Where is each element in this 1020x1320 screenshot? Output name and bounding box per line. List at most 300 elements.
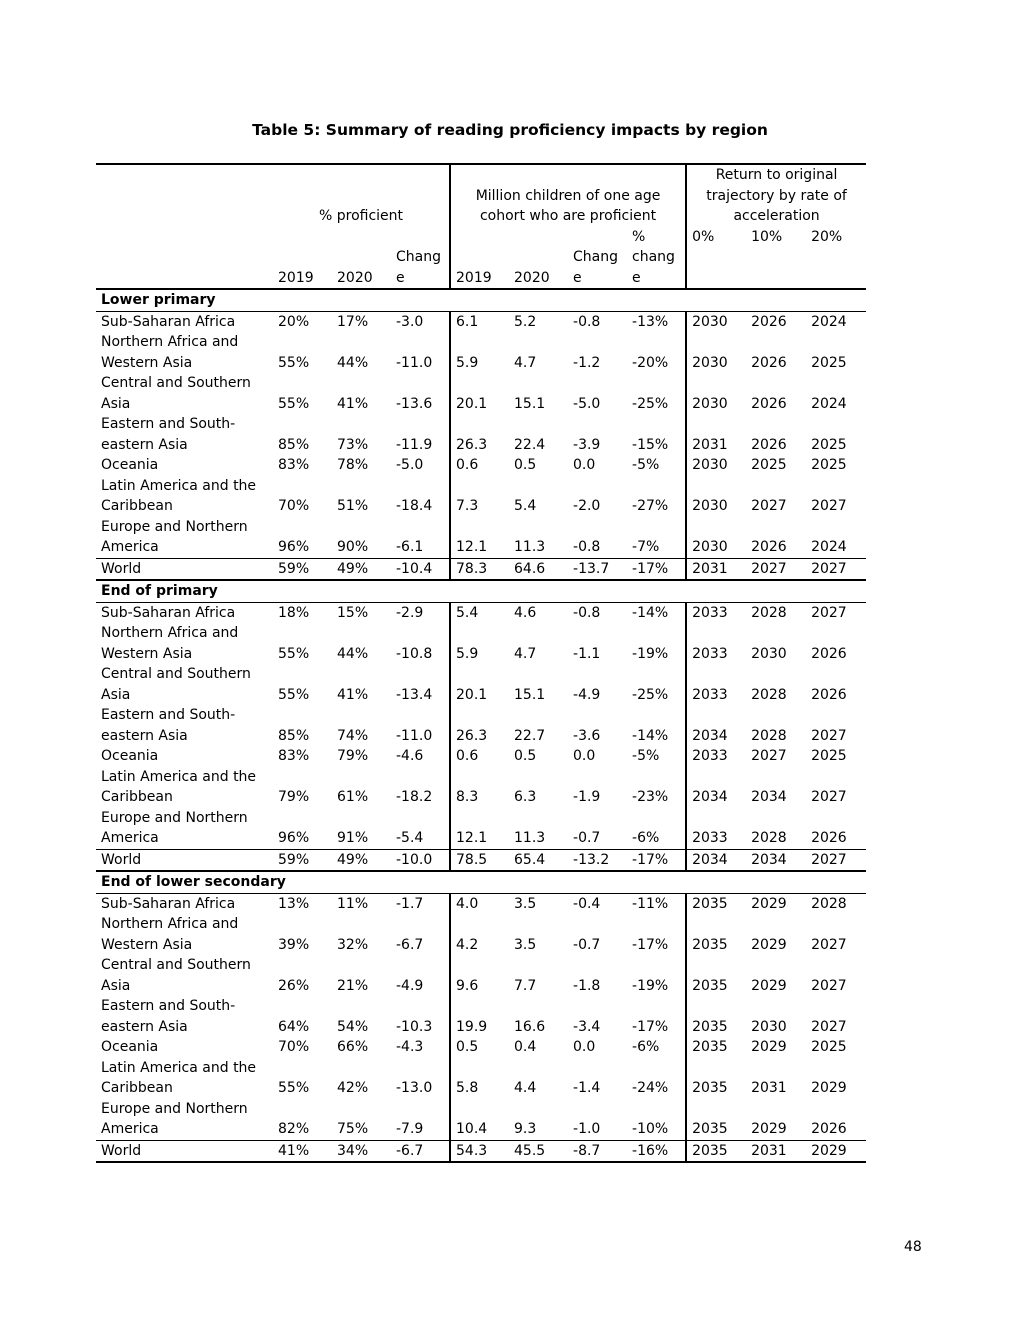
header-blank <box>96 227 273 290</box>
pct-2020: 11% <box>337 895 369 912</box>
section-label: Lower primary <box>96 289 866 311</box>
pct-2020: 73% <box>337 436 369 453</box>
mil-2020: 7.7 <box>514 977 537 994</box>
mil-change: -3.6 <box>573 727 601 744</box>
pct-2019: 79% <box>278 789 310 805</box>
header-percent-change: % chang e <box>627 227 686 290</box>
pct-2020: 17% <box>337 313 369 330</box>
mil-change: -4.9 <box>573 686 601 703</box>
mil-2019: 20.1 <box>450 664 509 705</box>
region-name: Europe and Northern America <box>101 809 248 846</box>
mil-change: -13.2 <box>568 849 627 871</box>
year-rate-20: 2026 <box>811 830 847 846</box>
region-name: Sub-Saharan Africa <box>101 895 236 912</box>
table-row <box>96 623 866 664</box>
mil-change: -0.8 <box>573 313 601 330</box>
pct-change: -10.0 <box>391 849 450 871</box>
table-row <box>96 705 866 746</box>
mil-change: -3.4 <box>573 1018 601 1035</box>
pct-change: -10.3 <box>396 1018 433 1035</box>
pct-change: -13.0 <box>396 1080 433 1096</box>
mil-2019: 0.5 <box>450 1037 509 1058</box>
pct-2019: 55% <box>278 686 310 703</box>
year-rate-0: 2034 <box>686 849 746 871</box>
year-rate-20: 2029 <box>806 1140 866 1162</box>
section-label: End of primary <box>96 580 866 602</box>
region-name: Eastern and South-eastern Asia <box>101 707 236 744</box>
year-rate-20: 2025 <box>811 354 847 371</box>
pct-2020: 54% <box>337 1018 369 1035</box>
header-million-children: Million children of one age cohort who are proficient <box>450 164 686 227</box>
mil-change: -1.9 <box>573 789 601 805</box>
pct-change: -10.4 <box>391 558 450 580</box>
table-row <box>96 517 866 559</box>
pct-change: -5.0 <box>396 457 424 473</box>
mil-2019: 9.6 <box>450 955 509 996</box>
table-row <box>96 414 866 455</box>
table-row <box>96 746 866 767</box>
year-rate-20: 2026 <box>811 686 847 703</box>
mil-2020: 22.4 <box>514 436 546 453</box>
mil-2019: 5.8 <box>450 1058 509 1099</box>
pct-2019: 39% <box>278 936 310 953</box>
year-rate-0: 2035 <box>686 955 746 996</box>
year-rate-10: 2028 <box>751 830 787 846</box>
year-rate-10: 2028 <box>751 604 787 621</box>
year-rate-10: 2034 <box>751 789 787 805</box>
mil-pct-change: -5% <box>632 748 660 764</box>
region-name: Europe and Northern America <box>101 518 248 555</box>
pct-change: -4.9 <box>396 977 424 994</box>
mil-change: -3.9 <box>573 436 601 453</box>
pct-2020: 78% <box>337 457 369 473</box>
year-rate-10: 2029 <box>751 936 787 953</box>
year-rate-20: 2029 <box>811 1080 847 1096</box>
year-rate-0: 2035 <box>686 996 746 1037</box>
header-rate-0: 0% <box>686 227 746 290</box>
region-name: Central and Southern Asia <box>101 666 251 703</box>
year-rate-20: 2028 <box>811 895 847 912</box>
mil-2020: 0.5 <box>514 748 537 764</box>
region-name: World <box>96 558 273 580</box>
mil-2019: 12.1 <box>450 517 509 559</box>
pct-change: -5.4 <box>396 830 424 846</box>
year-rate-10: 2034 <box>746 849 806 871</box>
section-header-row <box>96 289 866 311</box>
mil-2019: 4.0 <box>450 893 509 914</box>
pct-change: -6.1 <box>396 539 424 555</box>
year-rate-10: 2028 <box>751 727 787 744</box>
year-rate-20: 2025 <box>811 457 847 473</box>
mil-change: 0.0 <box>573 748 596 764</box>
mil-pct-change: -10% <box>632 1121 669 1137</box>
year-rate-20: 2026 <box>811 1121 847 1137</box>
mil-2019: 10.4 <box>450 1099 509 1141</box>
pct-2019: 85% <box>278 436 310 453</box>
pct-change: -11.0 <box>396 727 433 744</box>
header-2019: 2019 <box>273 227 332 290</box>
region-name: Eastern and South-eastern Asia <box>101 416 236 453</box>
mil-change: -0.7 <box>573 830 601 846</box>
region-name: Central and Southern Asia <box>101 375 251 412</box>
pct-change: -4.3 <box>396 1039 424 1055</box>
table-row <box>96 455 866 476</box>
mil-2019: 20.1 <box>450 373 509 414</box>
mil-pct-change: -27% <box>632 498 669 514</box>
mil-pct-change: -6% <box>632 1039 660 1055</box>
header-2020: 2020 <box>332 227 391 290</box>
year-rate-0: 2030 <box>686 373 746 414</box>
pct-change: -18.2 <box>396 789 433 805</box>
year-rate-0: 2030 <box>686 455 746 476</box>
mil-2020: 3.5 <box>514 895 537 912</box>
region-name: Eastern and South-eastern Asia <box>101 998 236 1035</box>
year-rate-0: 2030 <box>686 311 746 332</box>
header-row-sub <box>96 227 866 290</box>
pct-2019: 55% <box>278 354 310 371</box>
header-percent-proficient: % proficient <box>273 164 450 227</box>
year-rate-20: 2024 <box>811 313 847 330</box>
mil-2020: 11.3 <box>514 539 546 555</box>
year-rate-10: 2026 <box>751 354 787 371</box>
pct-2019: 55% <box>278 1080 310 1096</box>
region-name: Latin America and the Caribbean <box>101 1059 257 1096</box>
pct-2020: 41% <box>337 686 369 703</box>
pct-2019: 26% <box>278 977 310 994</box>
world-row <box>96 1140 866 1162</box>
table-row <box>96 893 866 914</box>
pct-change: -4.6 <box>396 748 424 764</box>
year-rate-20: 2027 <box>811 727 847 744</box>
header-change: Chang e <box>391 227 450 290</box>
mil-2020: 15.1 <box>514 686 546 703</box>
year-rate-0: 2033 <box>686 808 746 850</box>
mil-2020: 4.7 <box>514 645 537 662</box>
mil-change: -2.0 <box>573 498 601 514</box>
section-header-row <box>96 580 866 602</box>
year-rate-0: 2031 <box>686 414 746 455</box>
year-rate-20: 2027 <box>811 977 847 994</box>
mil-pct-change: -19% <box>632 645 669 662</box>
header-change: Chang e <box>568 227 627 290</box>
pct-2020: 44% <box>337 354 369 371</box>
mil-pct-change: -7% <box>632 539 660 555</box>
mil-change: 0.0 <box>573 1039 596 1055</box>
mil-change: -8.7 <box>568 1140 627 1162</box>
region-name: Oceania <box>101 1039 159 1055</box>
mil-pct-change: -20% <box>632 354 669 371</box>
mil-2019: 26.3 <box>450 705 509 746</box>
pct-2020: 90% <box>337 539 369 555</box>
table-row <box>96 664 866 705</box>
year-rate-10: 2027 <box>751 498 787 514</box>
mil-2019: 54.3 <box>450 1140 509 1162</box>
year-rate-10: 2031 <box>746 1140 806 1162</box>
year-rate-10: 2026 <box>751 436 787 453</box>
pct-change: -7.9 <box>396 1121 424 1137</box>
region-name: Latin America and the Caribbean <box>101 768 257 805</box>
mil-change: 0.0 <box>573 457 596 473</box>
section-header-row <box>96 871 866 893</box>
year-rate-10: 2029 <box>751 1039 787 1055</box>
mil-2020: 11.3 <box>514 830 546 846</box>
pct-2020: 51% <box>337 498 369 514</box>
pct-2019: 20% <box>278 313 310 330</box>
mil-2019: 8.3 <box>450 767 509 808</box>
mil-2019: 0.6 <box>450 455 509 476</box>
mil-change: -1.4 <box>573 1080 601 1096</box>
mil-pct-change: -24% <box>632 1080 669 1096</box>
year-rate-0: 2030 <box>686 476 746 517</box>
mil-2019: 12.1 <box>450 808 509 850</box>
mil-2019: 78.5 <box>450 849 509 871</box>
mil-2019: 7.3 <box>450 476 509 517</box>
mil-pct-change: -5% <box>632 457 660 473</box>
year-rate-20: 2027 <box>811 604 847 621</box>
year-rate-0: 2033 <box>686 623 746 664</box>
section-label: End of lower secondary <box>96 871 866 893</box>
pct-2020: 74% <box>337 727 369 744</box>
mil-2020: 45.5 <box>509 1140 568 1162</box>
pct-2019: 18% <box>278 604 310 621</box>
mil-2019: 0.6 <box>450 746 509 767</box>
pct-2020: 42% <box>337 1080 369 1096</box>
mil-2020: 15.1 <box>514 395 546 412</box>
pct-2019: 55% <box>278 645 310 662</box>
summary-table <box>96 163 866 1163</box>
year-rate-10: 2026 <box>751 539 787 555</box>
mil-2019: 5.9 <box>450 623 509 664</box>
world-row <box>96 558 866 580</box>
pct-change: -13.4 <box>396 686 433 703</box>
mil-pct-change: -17% <box>627 558 686 580</box>
region-name: Northern Africa and Western Asia <box>101 625 239 662</box>
year-rate-0: 2033 <box>686 602 746 623</box>
mil-pct-change: -6% <box>632 830 660 846</box>
mil-pct-change: -17% <box>632 1018 669 1035</box>
mil-pct-change: -16% <box>627 1140 686 1162</box>
mil-2020: 0.4 <box>514 1039 537 1055</box>
pct-2020: 61% <box>337 789 369 805</box>
header-rate-20: 20% <box>806 227 866 290</box>
pct-2020: 32% <box>337 936 369 953</box>
table-row <box>96 1037 866 1058</box>
mil-pct-change: -17% <box>632 936 669 953</box>
mil-pct-change: -11% <box>632 895 669 912</box>
pct-change: -2.9 <box>396 604 424 621</box>
pct-2020: 66% <box>337 1039 369 1055</box>
mil-pct-change: -17% <box>627 849 686 871</box>
pct-change: -6.7 <box>391 1140 450 1162</box>
year-rate-0: 2035 <box>686 893 746 914</box>
mil-2019: 26.3 <box>450 414 509 455</box>
region-name: Latin America and the Caribbean <box>101 477 257 514</box>
mil-2020: 16.6 <box>514 1018 546 1035</box>
pct-2019: 96% <box>278 539 310 555</box>
mil-change: -1.1 <box>573 645 601 662</box>
pct-2019: 59% <box>273 558 332 580</box>
mil-2020: 4.7 <box>514 354 537 371</box>
page-title: Table 5: Summary of reading proficiency impacts by region <box>252 121 768 139</box>
pct-change: -11.0 <box>396 354 433 371</box>
year-rate-10: 2029 <box>751 895 787 912</box>
region-name: Oceania <box>101 457 159 473</box>
pct-2020: 75% <box>337 1121 369 1137</box>
mil-2020: 9.3 <box>514 1121 537 1137</box>
mil-change: -1.2 <box>573 354 601 371</box>
world-row <box>96 849 866 871</box>
mil-change: -0.7 <box>573 936 601 953</box>
year-rate-20: 2027 <box>811 1018 847 1035</box>
table-row <box>96 767 866 808</box>
mil-change: -0.8 <box>573 539 601 555</box>
mil-2019: 6.1 <box>450 311 509 332</box>
table-row <box>96 955 866 996</box>
pct-2019: 96% <box>278 830 310 846</box>
year-rate-0: 2033 <box>686 746 746 767</box>
year-rate-20: 2027 <box>811 789 847 805</box>
year-rate-0: 2035 <box>686 1058 746 1099</box>
mil-2020: 64.6 <box>509 558 568 580</box>
pct-change: -13.6 <box>396 395 433 412</box>
year-rate-0: 2034 <box>686 767 746 808</box>
year-rate-20: 2025 <box>811 748 847 764</box>
table-row <box>96 996 866 1037</box>
page-number: 48 <box>904 1239 922 1255</box>
year-rate-20: 2026 <box>811 645 847 662</box>
mil-2019: 78.3 <box>450 558 509 580</box>
header-return-trajectory: Return to original trajectory by rate of acceleration <box>686 164 866 227</box>
pct-change: -6.7 <box>396 936 424 953</box>
year-rate-10: 2027 <box>746 558 806 580</box>
mil-2019: 5.9 <box>450 332 509 373</box>
year-rate-0: 2035 <box>686 1140 746 1162</box>
mil-change: -0.4 <box>573 895 601 912</box>
table-row <box>96 1099 866 1141</box>
year-rate-10: 2026 <box>751 395 787 412</box>
mil-change: -13.7 <box>568 558 627 580</box>
mil-pct-change: -19% <box>632 977 669 994</box>
pct-2020: 49% <box>332 849 391 871</box>
pct-2019: 13% <box>278 895 310 912</box>
table-row <box>96 808 866 850</box>
table-row <box>96 311 866 332</box>
year-rate-0: 2035 <box>686 914 746 955</box>
year-rate-10: 2031 <box>751 1080 787 1096</box>
mil-2020: 65.4 <box>509 849 568 871</box>
year-rate-20: 2025 <box>811 436 847 453</box>
mil-pct-change: -25% <box>632 395 669 412</box>
pct-change: -11.9 <box>396 436 433 453</box>
year-rate-10: 2029 <box>751 1121 787 1137</box>
mil-2020: 5.4 <box>514 498 537 514</box>
mil-pct-change: -14% <box>632 727 669 744</box>
pct-2019: 85% <box>278 727 310 744</box>
year-rate-0: 2033 <box>686 664 746 705</box>
year-rate-10: 2029 <box>751 977 787 994</box>
mil-pct-change: -13% <box>632 313 669 330</box>
year-rate-20: 2027 <box>806 849 866 871</box>
region-name: World <box>96 1140 273 1162</box>
region-name: Oceania <box>101 748 159 764</box>
year-rate-20: 2027 <box>811 936 847 953</box>
pct-2019: 70% <box>278 498 310 514</box>
year-rate-20: 2024 <box>811 539 847 555</box>
year-rate-20: 2027 <box>811 498 847 514</box>
mil-change: -0.8 <box>573 604 601 621</box>
mil-pct-change: -15% <box>632 436 669 453</box>
year-rate-0: 2034 <box>686 705 746 746</box>
pct-change: -10.8 <box>396 645 433 662</box>
mil-change: -1.8 <box>573 977 601 994</box>
pct-2019: 41% <box>273 1140 332 1162</box>
year-rate-20: 2024 <box>811 395 847 412</box>
mil-change: -5.0 <box>573 395 601 412</box>
pct-2019: 55% <box>278 395 310 412</box>
pct-2019: 83% <box>278 457 310 473</box>
pct-2019: 82% <box>278 1121 310 1137</box>
year-rate-0: 2030 <box>686 517 746 559</box>
year-rate-0: 2031 <box>686 558 746 580</box>
region-name: Europe and Northern America <box>101 1100 248 1137</box>
mil-2019: 5.4 <box>450 602 509 623</box>
year-rate-10: 2030 <box>751 1018 787 1035</box>
pct-2020: 44% <box>337 645 369 662</box>
table-row <box>96 602 866 623</box>
mil-2020: 4.6 <box>514 604 537 621</box>
mil-2020: 4.4 <box>514 1080 537 1096</box>
mil-2020: 22.7 <box>514 727 546 744</box>
header-2020: 2020 <box>509 227 568 290</box>
pct-2019: 70% <box>278 1039 310 1055</box>
region-name: Sub-Saharan Africa <box>101 313 236 330</box>
pct-2020: 21% <box>337 977 369 994</box>
mil-2019: 4.2 <box>450 914 509 955</box>
year-rate-10: 2026 <box>751 313 787 330</box>
mil-2019: 19.9 <box>450 996 509 1037</box>
header-rate-10: 10% <box>746 227 806 290</box>
header-blank <box>96 164 273 227</box>
year-rate-10: 2030 <box>751 645 787 662</box>
year-rate-10: 2025 <box>751 457 787 473</box>
pct-2020: 15% <box>337 604 369 621</box>
pct-2020: 91% <box>337 830 369 846</box>
region-name: World <box>96 849 273 871</box>
region-name: Northern Africa and Western Asia <box>101 334 239 371</box>
mil-2020: 0.5 <box>514 457 537 473</box>
year-rate-0: 2030 <box>686 332 746 373</box>
table-row <box>96 476 866 517</box>
year-rate-0: 2035 <box>686 1037 746 1058</box>
pct-2019: 59% <box>273 849 332 871</box>
mil-pct-change: -23% <box>632 789 669 805</box>
mil-2020: 3.5 <box>514 936 537 953</box>
pct-2020: 34% <box>332 1140 391 1162</box>
pct-2020: 79% <box>337 748 369 764</box>
mil-pct-change: -25% <box>632 686 669 703</box>
mil-change: -1.0 <box>573 1121 601 1137</box>
pct-change: -3.0 <box>396 313 424 330</box>
table-row <box>96 332 866 373</box>
pct-2019: 64% <box>278 1018 310 1035</box>
region-name: Sub-Saharan Africa <box>101 604 236 621</box>
table-row <box>96 1058 866 1099</box>
pct-2020: 41% <box>337 395 369 412</box>
year-rate-10: 2027 <box>751 748 787 764</box>
pct-2020: 49% <box>332 558 391 580</box>
header-row-groups <box>96 164 866 227</box>
table-row <box>96 373 866 414</box>
